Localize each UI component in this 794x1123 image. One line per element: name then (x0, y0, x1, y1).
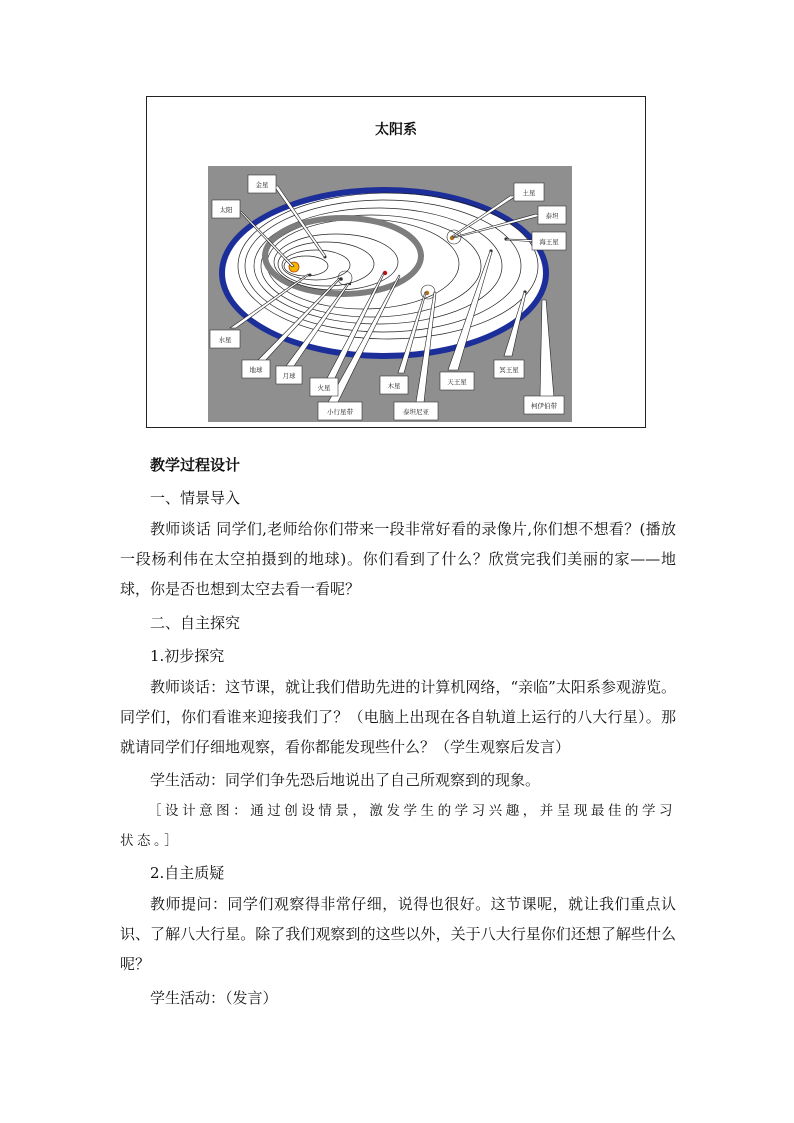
subsection1-title: 1.初步探究 (150, 647, 225, 665)
label-mars: 火星 (317, 384, 331, 392)
label-moon: 月球 (282, 372, 296, 380)
section1-title: 一、情景导入 (150, 489, 241, 507)
subsection1-activity: 学生活动：同学们争先恐后地说出了自己所观察到的现象。 (150, 771, 541, 789)
label-jupiter: 木星 (387, 382, 401, 390)
label-kuiper-belt: 柯伊伯带 (531, 402, 557, 410)
subsection2-activity: 学生活动：（发言） (150, 989, 278, 1007)
label-pluto: 冥王星 (499, 366, 519, 374)
section1-paragraph: 教师谈话 同学们,老师给你们带来一段非常好看的录像片,你们想不想看？(播放一段杨利伟在太空拍摄到的地球)。你们看到了什么？欣赏完我们美丽的家——地球，你是否也想到太空去看一看呢？ (120, 520, 676, 598)
section-heading: 教学过程设计 (150, 456, 241, 474)
subsection2-title: 2.自主质疑 (150, 864, 225, 882)
label-saturn-moon: 泰坦 (545, 212, 559, 220)
label-sun: 太阳 (219, 206, 233, 214)
subsection1-paragraph: 教师谈话：这节课，就让我们借助先进的计算机网络，“亲临”太阳系参观游览。同学们，你们看谁来迎接我们了？（电脑上出现在各自轨道上运行的八大行星）。那就请同学们仔细地观察，看你都能发现些什么？（学生观察后发言） (120, 678, 676, 756)
subsection2-paragraph: 教师提问：同学们观察得非常仔细，说得也很好。这节课呢，就让我们重点认识、了解八大行星。除了我们观察到的这些以外，关于八大行星你们还想了解些什么呢？ (120, 895, 676, 973)
figure-title: 太阳系 (375, 122, 417, 138)
label-jupiter-moon: 泰坦尼亚 (403, 408, 429, 416)
label-saturn: 土星 (522, 189, 536, 197)
label-earth: 地球 (249, 366, 263, 374)
label-neptune: 海王星 (539, 238, 559, 246)
label-mercury: 水星 (218, 336, 232, 344)
section2-title: 二、自主探究 (150, 614, 241, 632)
design-intent-note: ［设计意图：通过创设情景，激发学生的学习兴趣，并呈现最佳的学习状态。］ (120, 803, 676, 849)
label-asteroid-belt: 小行星带 (327, 408, 353, 416)
label-venus: 金星 (255, 181, 269, 189)
label-uranus: 天王星 (447, 378, 467, 386)
solar-system-diagram (208, 166, 572, 422)
